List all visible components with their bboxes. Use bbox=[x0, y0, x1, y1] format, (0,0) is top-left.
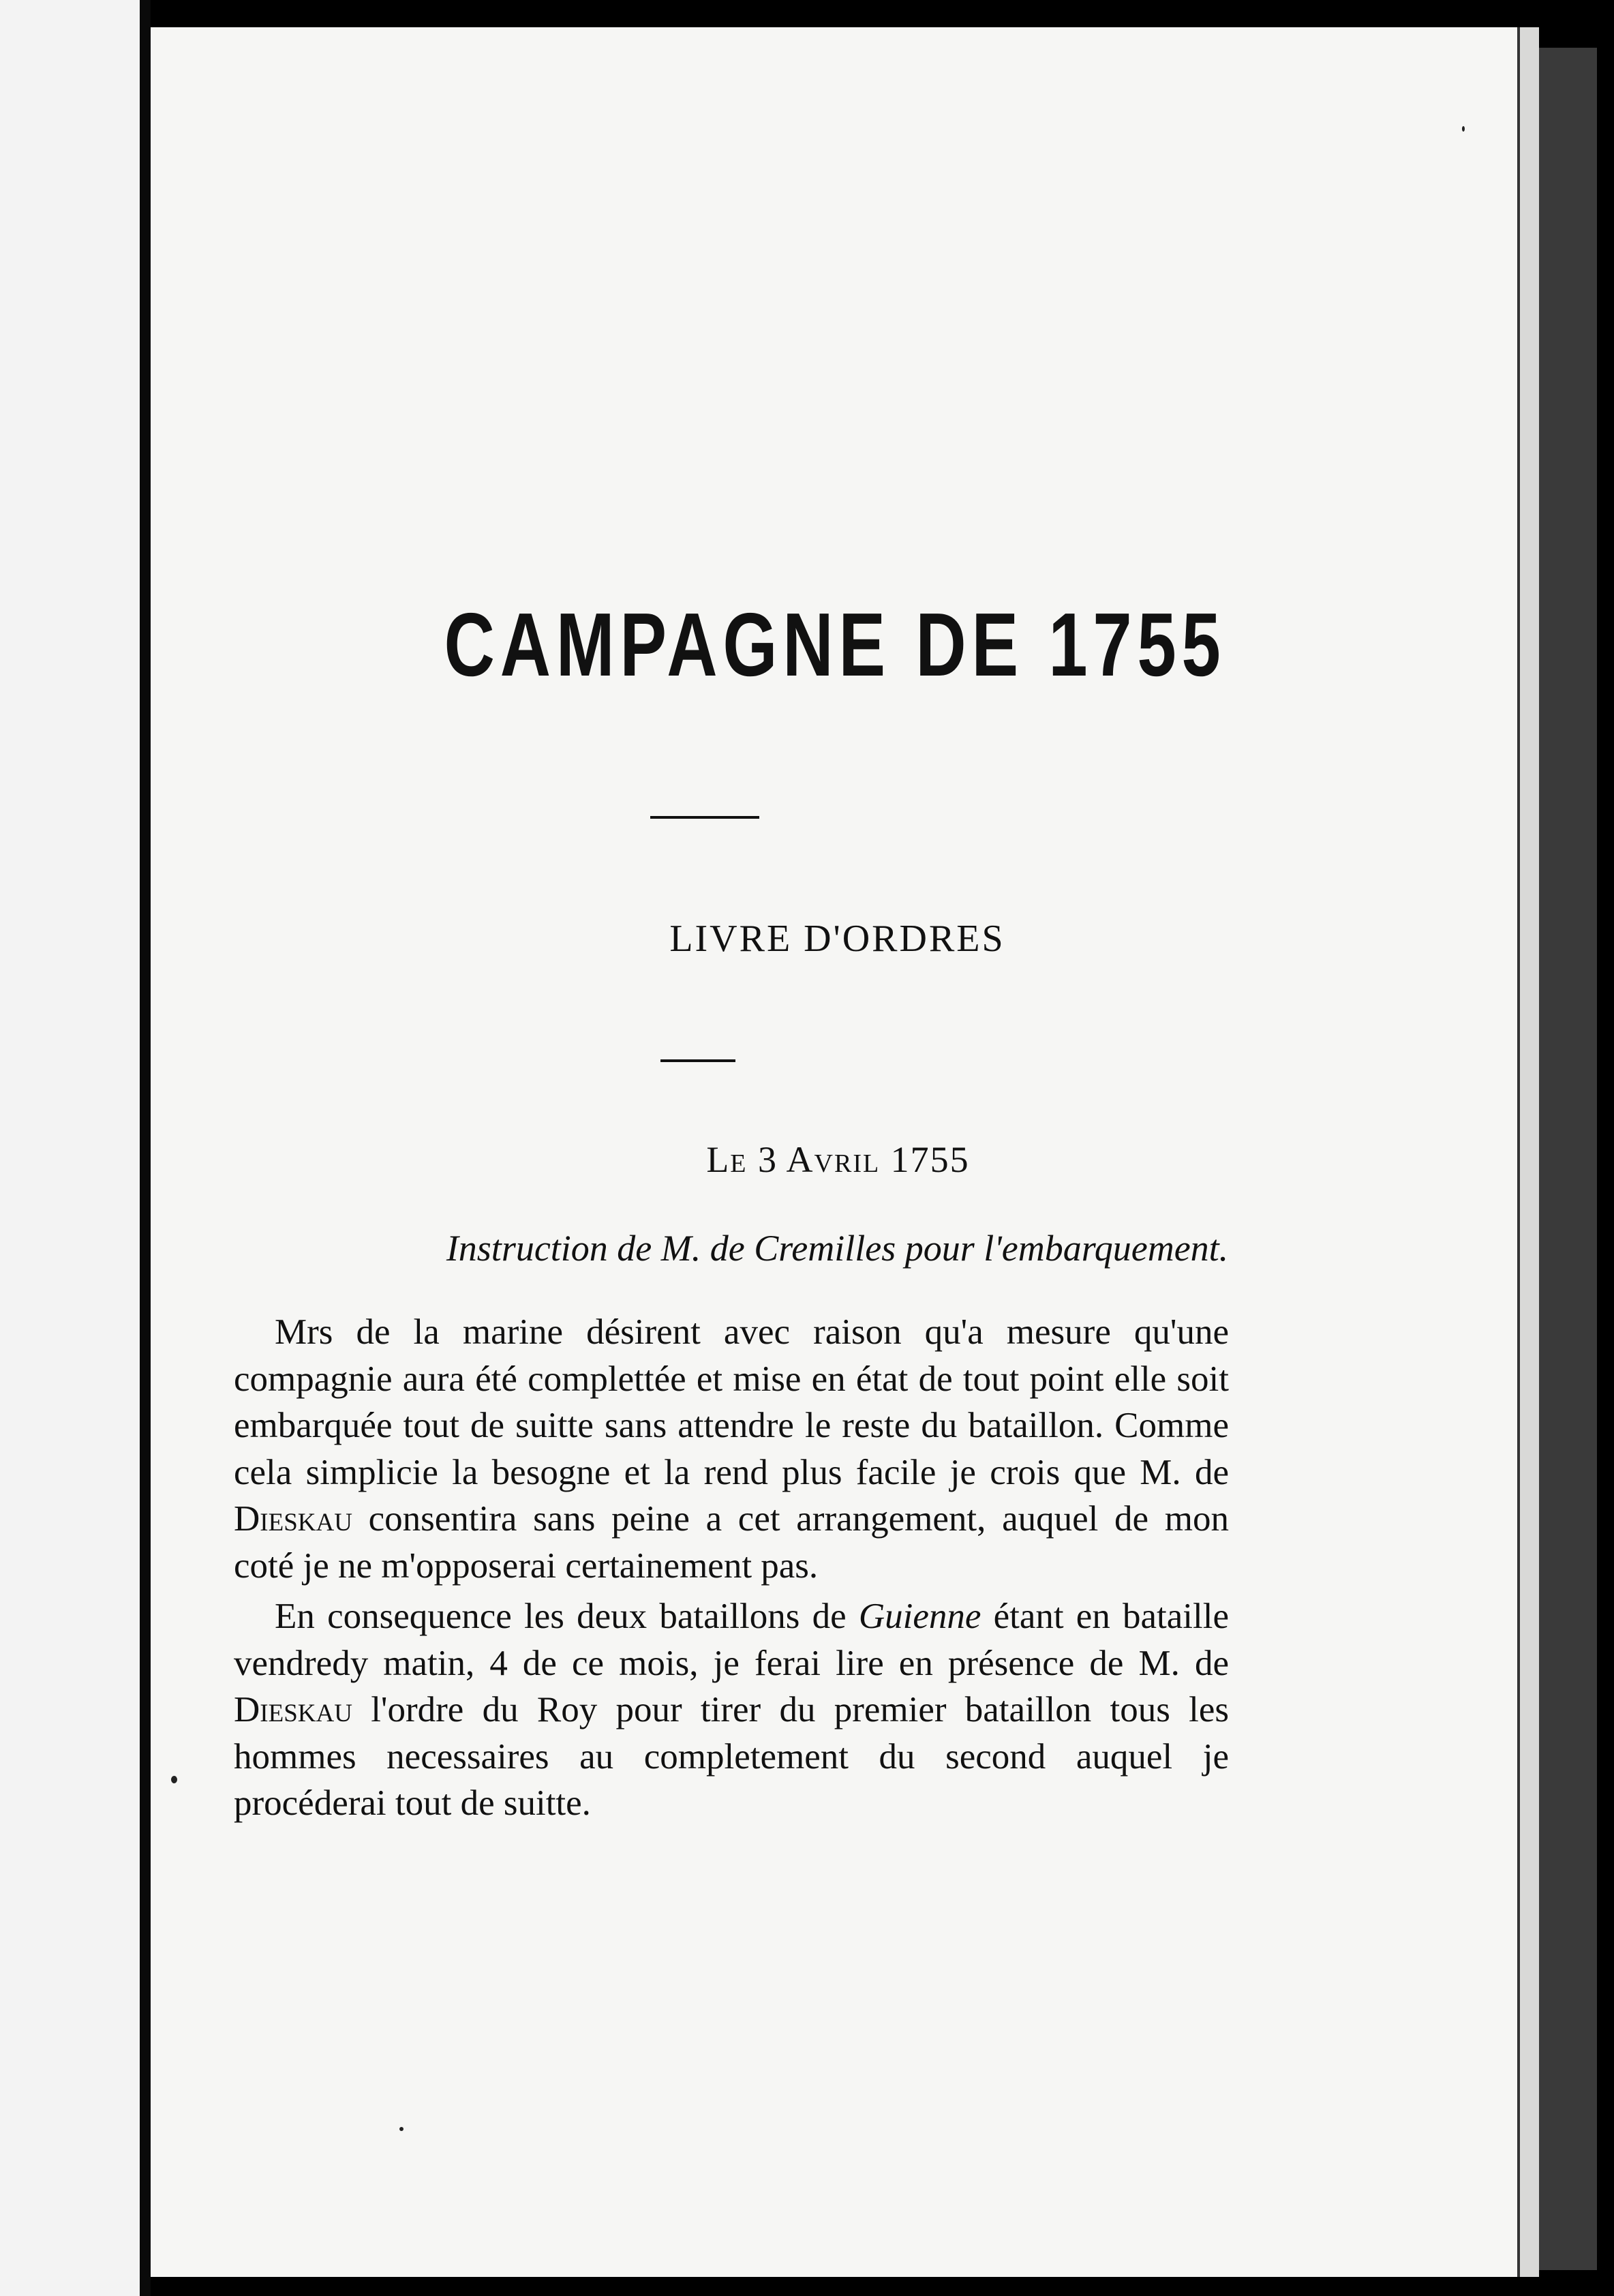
section-subtitle: LIVRE D'ORDRES bbox=[669, 918, 1005, 960]
ink-speck bbox=[399, 2127, 404, 2131]
previous-page-edge bbox=[0, 0, 140, 2296]
paragraph-text: Mrs de la marine désirent avec raison qu'a mesure qu'une compagnie aura été complettée et mise en état de tout point elle soit embarquée tout de suitte sans attendre le reste du bataillon. Comme cela simplicie la besogne et la rend plus facile je crois que M. de bbox=[234, 1312, 1229, 1492]
regiment-name: Guienne bbox=[858, 1597, 981, 1636]
paragraph-text: consentira sans peine a cet arrangement, auquel de mon coté je ne m'opposerai certainement pas. bbox=[234, 1499, 1229, 1586]
paragraph-text: l'ordre du Roy pour tirer du premier bataillon tous les hommes necessaires au completement du second auquel je procéderai tout de suitte. bbox=[234, 1690, 1229, 1823]
body-text bbox=[234, 1309, 1229, 1827]
subtitle-divider bbox=[660, 1059, 735, 1062]
book-page bbox=[151, 27, 1517, 2277]
book-cover-board bbox=[1539, 48, 1597, 2270]
ink-speck bbox=[1462, 126, 1465, 132]
page-title: CAMPAGNE DE 1755 bbox=[444, 594, 1226, 695]
paragraph bbox=[234, 1593, 1229, 1827]
person-name: Dieskau bbox=[234, 1690, 352, 1729]
ink-speck bbox=[171, 1776, 177, 1783]
instruction-heading: Instruction de M. de Cremilles pour l'embarquement. bbox=[446, 1228, 1229, 1269]
page-content bbox=[151, 27, 1517, 2277]
person-name: Dieskau bbox=[234, 1499, 352, 1539]
entry-date: Le 3 Avril 1755 bbox=[706, 1139, 970, 1180]
page-right-edge bbox=[1517, 27, 1539, 2277]
paragraph-text: étant en bataille vendredy matin, 4 de ce mois, je ferai lire en présence de M. de bbox=[234, 1597, 1229, 1683]
paragraph-text: En consequence les deux bataillons de bbox=[275, 1597, 859, 1636]
page-gutter bbox=[140, 0, 151, 2296]
title-divider bbox=[650, 816, 759, 819]
paragraph bbox=[234, 1309, 1229, 1589]
